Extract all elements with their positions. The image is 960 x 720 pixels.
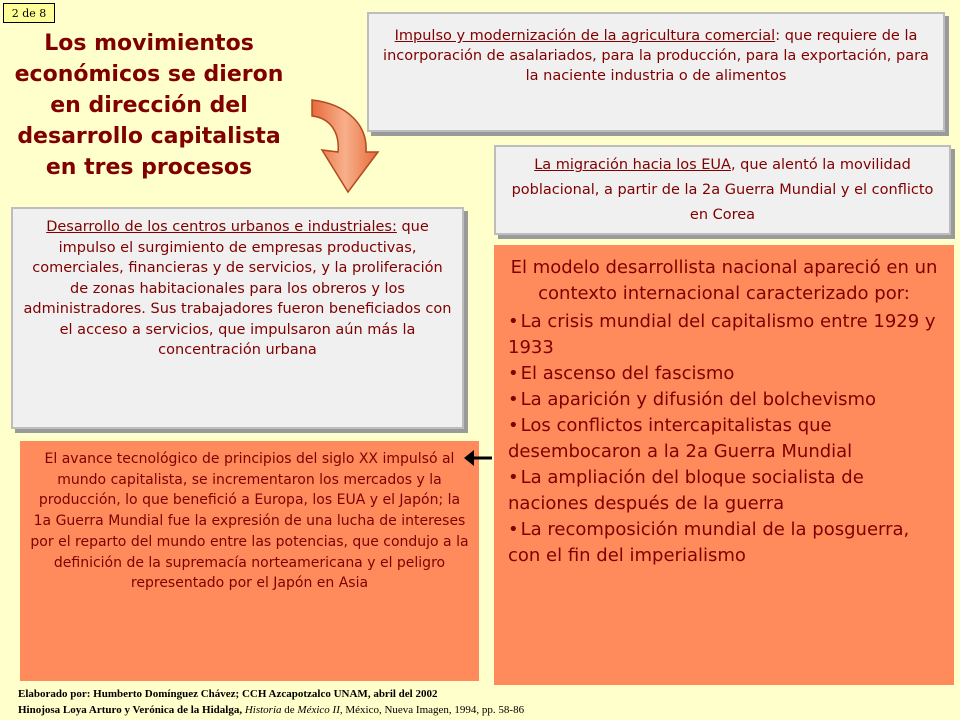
footer-authors: Hinojosa Loya Arturo y Verónica de la Hidalga,: [18, 704, 245, 716]
modelo-item: • La recomposición mundial de la posguerra, con el fin del imperialismo: [508, 517, 940, 569]
modelo-item: • Los conflictos intercapitalistas que desembocaron a la 2a Guerra Mundial: [508, 413, 940, 465]
footer-line1: Elaborado por: Humberto Domínguez Chávez; CCH Azcapotzalco UNAM, abril del 2002: [18, 688, 438, 700]
agricultura-body: que requiere de la incorporación de asalariados, para la producción, para la exportación, para la naciente industria o de alimentos: [383, 28, 929, 84]
footer-book: México II,: [297, 704, 343, 716]
footer-mid: de: [281, 704, 298, 716]
avance-text: El avance tecnológico de principios del siglo XX impulsó al mundo capitalista, se incrementaron los mercados y la producción, lo que benefició a Europa, los EUA y el Japón; la 1a Guerra Mundial fue la expresión de una lucha de intereses por el reparto del mundo entre las potencias, que condujo a la definición de la supremacía norteamericana y el peligro representado por el Japón en Asia: [30, 451, 469, 592]
modelo-item: • La ampliación del bloque socialista de naciones después de la guerra: [508, 465, 940, 517]
box-desarrollo-urbano: [11, 207, 464, 429]
modelo-item: • El ascenso del fascismo: [508, 361, 940, 387]
agricultura-heading: Impulso y modernización de la agricultura comercial: [394, 28, 776, 44]
footer-rest: México, Nueva Imagen, 1994, pp. 58-86: [342, 704, 525, 716]
box-agricultura: [367, 12, 945, 132]
page-number-badge: 2 de 8: [3, 3, 55, 23]
migracion-body: , que alentó la movilidad poblacional, a partir de la 2a Guerra Mundial y el conflicto en Corea: [511, 157, 934, 223]
modelo-item: • La crisis mundial del capitalismo entre 1929 y 1933: [508, 309, 940, 361]
agricultura-heading-sep: :: [775, 28, 781, 44]
box-modelo-desarrollista: [494, 245, 954, 685]
footer-title: Historia: [244, 704, 282, 716]
urbano-body: que impulso el surgimiento de empresas productivas, comerciales, financieras y de servicios, y la proliferación de zonas habitacionales para los obreros y los administradores. Sus trabajadores fueron beneficiados con el acceso a servicios, que impulsaron aún más la concentración urbana: [23, 219, 452, 358]
footer-credits: [18, 686, 818, 718]
left-arrow-icon: [464, 445, 494, 471]
modelo-intro: El modelo desarrollista nacional apareció en un contexto internacional caracterizado por:: [510, 257, 938, 304]
modelo-list: [508, 309, 940, 569]
modelo-item: • La aparición y difusión del bolchevismo: [508, 387, 940, 413]
migracion-heading: La migración hacia los EUA: [534, 157, 731, 173]
footer-line2: [18, 702, 818, 718]
main-title: Los movimientos económicos se dieron en dirección del desarrollo capitalista en tres procesos: [14, 31, 284, 180]
urbano-heading: Desarrollo de los centros urbanos e industriales:: [46, 219, 397, 235]
box-avance-tecnologico: [20, 441, 479, 681]
box-migracion: [494, 145, 951, 235]
